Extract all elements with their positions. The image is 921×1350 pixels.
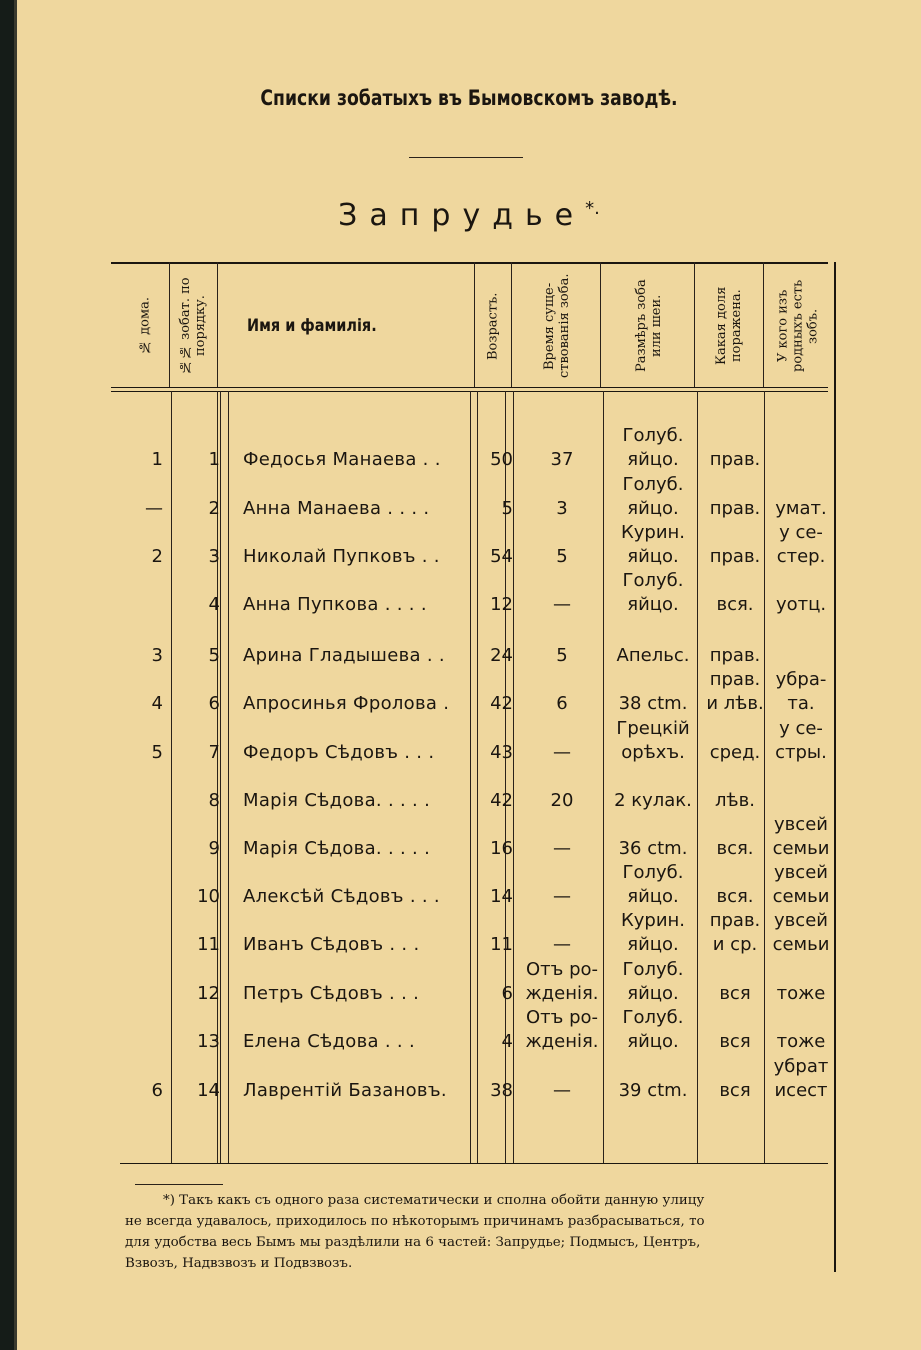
row-size-line: 2 кулак. (614, 790, 692, 811)
table-row (17, 813, 921, 861)
row-share-line (702, 424, 768, 448)
row-order-number: 1 (208, 449, 220, 470)
section-name: Запрудье (338, 198, 586, 233)
row-share-line (702, 813, 768, 837)
row-duration-line: жденія. (525, 1031, 599, 1052)
row-size-line: яйцо. (627, 983, 679, 1004)
row-duration (519, 765, 605, 813)
row-share-line: вся (719, 1080, 751, 1101)
row-size-line: 39 ctm. (618, 1080, 688, 1101)
row-relatives-line (769, 620, 833, 644)
row-share-line (702, 521, 768, 545)
footnote-line: не всегда удавалось, приходилось по нѣкоторымъ причинамъ разбрасываться, то (125, 1214, 705, 1229)
row-name: Анна Манаева . . . . (243, 498, 430, 519)
row-share (702, 1055, 768, 1103)
row-duration-line: 5 (556, 645, 568, 666)
row-duration (519, 521, 605, 569)
row-relatives-line: убра- (775, 669, 827, 690)
row-duration-line (519, 668, 605, 692)
row-house-number (119, 1030, 163, 1054)
row-relatives (769, 521, 833, 569)
row-share-line: вся. (716, 594, 754, 615)
table-row (17, 765, 921, 813)
section-title (17, 198, 921, 233)
row-size-line (607, 620, 699, 644)
row-share-line (702, 717, 768, 741)
row-order-number: 5 (208, 645, 220, 666)
row-duration-line: жденія. (525, 983, 599, 1004)
row-name: Иванъ Сѣдовъ . . . (243, 934, 420, 955)
table-row (17, 424, 921, 472)
col-divider (511, 262, 512, 387)
footnote-rule (135, 1184, 223, 1185)
row-relatives (769, 569, 833, 617)
row-duration-line: Отъ ро- (525, 959, 599, 980)
row-size-line: яйцо. (627, 498, 679, 519)
title-divider (409, 157, 523, 158)
row-house-number (119, 933, 163, 957)
row-relatives (769, 620, 833, 668)
row-size-line: Голуб. (622, 959, 684, 980)
row-relatives (769, 1055, 833, 1103)
row-share (702, 813, 768, 861)
row-age: 50 (490, 449, 513, 470)
row-age: 12 (490, 594, 513, 615)
row-duration-line (519, 424, 605, 448)
row-order-number: 12 (197, 983, 220, 1004)
row-order-number: 4 (208, 594, 220, 615)
row-duration-line (519, 521, 605, 545)
row-relatives (769, 958, 833, 1006)
row-size-line: Курин. (620, 522, 686, 543)
row-share-line: сред. (709, 742, 761, 763)
row-duration-line (519, 813, 605, 837)
row-share (702, 569, 768, 617)
row-house-number: 2 (151, 546, 163, 567)
row-relatives-line (769, 958, 833, 982)
row-age: 14 (490, 886, 513, 907)
row-age: 5 (501, 498, 513, 519)
row-share (702, 909, 768, 957)
row-age: 43 (490, 742, 513, 763)
row-size (607, 473, 699, 521)
row-name: Марія Сѣдова. . . . . (243, 838, 431, 859)
row-relatives (769, 717, 833, 765)
row-size (607, 424, 699, 472)
row-name: Апросинья Фролова . (243, 693, 450, 714)
row-relatives-line: увсей (774, 814, 828, 835)
row-size (607, 765, 699, 813)
header-relatives: У кого изъ родныхъ есть зобъ. (775, 279, 821, 373)
col-divider (474, 262, 475, 387)
row-relatives-line: умат. (775, 498, 827, 519)
row-size (607, 569, 699, 617)
row-house-number: 3 (151, 645, 163, 666)
row-order-number: 10 (197, 886, 220, 907)
row-name: Марія Сѣдова. . . . . (243, 790, 431, 811)
row-size-line: 38 ctm. (618, 693, 688, 714)
row-size-line: яйцо. (627, 546, 679, 567)
row-relatives (769, 1006, 833, 1054)
row-share (702, 473, 768, 521)
table-row (17, 620, 921, 668)
row-order-number: 2 (208, 498, 220, 519)
table-row (17, 717, 921, 765)
row-duration-line: — (553, 838, 571, 859)
row-size-line (607, 1055, 699, 1079)
row-size-line: Голуб. (622, 1007, 684, 1028)
row-size (607, 717, 699, 765)
row-duration (519, 958, 605, 1006)
row-size (607, 1006, 699, 1054)
row-duration-line: 20 (550, 790, 574, 811)
header-bottom-border (111, 387, 828, 388)
col-divider (169, 262, 170, 387)
row-share-line: вся (719, 983, 751, 1004)
row-relatives-line: семьи (772, 886, 830, 907)
row-relatives (769, 424, 833, 472)
row-order-number: 9 (208, 838, 220, 859)
row-size (607, 861, 699, 909)
row-share-line: вся. (716, 886, 754, 907)
table-bottom-border (120, 1163, 828, 1164)
row-relatives (769, 473, 833, 521)
row-duration (519, 620, 605, 668)
table-row (17, 668, 921, 716)
row-duration-line: — (553, 934, 571, 955)
header-order: №№ зобат. по порядку. (178, 277, 208, 375)
row-name: Федоръ Сѣдовъ . . . (243, 742, 435, 763)
table-row (17, 521, 921, 569)
row-size-line: яйцо. (627, 594, 679, 615)
row-relatives (769, 909, 833, 957)
row-duration (519, 424, 605, 472)
row-size-line: Апельс. (616, 645, 690, 666)
row-size-line: Голуб. (622, 474, 684, 495)
row-share (702, 424, 768, 472)
row-name: Федосья Манаева . . (243, 449, 441, 470)
row-share (702, 861, 768, 909)
table-row (17, 473, 921, 521)
table-row (17, 958, 921, 1006)
row-relatives (769, 668, 833, 716)
row-relatives-line (769, 644, 833, 668)
row-relatives-line (769, 1006, 833, 1030)
row-size-line: Голуб. (622, 425, 684, 446)
row-share-line: прав. (709, 910, 761, 931)
row-duration-line: — (553, 594, 571, 615)
row-duration (519, 1055, 605, 1103)
row-share-line (702, 765, 768, 789)
row-age: 6 (501, 983, 513, 1004)
row-duration-line (519, 717, 605, 741)
row-share (702, 521, 768, 569)
row-age: 4 (501, 1031, 513, 1052)
row-age: 24 (490, 645, 513, 666)
row-share-line: прав. (709, 449, 761, 470)
row-relatives-line: у се- (779, 718, 823, 739)
row-age: 11 (490, 934, 513, 955)
header-share: Какая доля поражена. (714, 286, 744, 366)
row-duration-line: 6 (556, 693, 568, 714)
row-house-number: — (145, 498, 163, 519)
row-order-number: 6 (208, 693, 220, 714)
row-size-line: яйцо. (627, 449, 679, 470)
row-age: 42 (490, 790, 513, 811)
row-size (607, 521, 699, 569)
row-name: Лаврентій Базановъ. (243, 1080, 447, 1101)
row-relatives-line (769, 448, 833, 472)
row-size-line: Грецкій (616, 718, 690, 739)
row-size-line: 36 ctm. (618, 838, 688, 859)
row-duration-line (519, 620, 605, 644)
row-size-line (607, 813, 699, 837)
row-size (607, 1055, 699, 1103)
table-row (17, 861, 921, 909)
row-house-number (119, 789, 163, 813)
row-size (607, 909, 699, 957)
row-relatives-line (769, 473, 833, 497)
row-relatives-line: уотц. (775, 594, 827, 615)
row-house-number: 1 (151, 449, 163, 470)
row-size-line: Голуб. (622, 862, 684, 883)
row-duration-line (519, 569, 605, 593)
row-relatives-line: увсей (774, 862, 828, 883)
row-share-line: и ср. (712, 934, 758, 955)
row-order-number: 14 (197, 1080, 220, 1101)
row-share-line: прав. (709, 498, 761, 519)
row-duration-line (519, 909, 605, 933)
row-relatives-line: исест (774, 1080, 828, 1101)
row-share (702, 668, 768, 716)
row-name: Петръ Сѣдовъ . . . (243, 983, 420, 1004)
row-share-line (702, 958, 768, 982)
row-duration-line: — (553, 742, 571, 763)
row-share-line (702, 1055, 768, 1079)
footnote-line: *) Такъ какъ съ одного раза систематически и сполна обойти данную улицу (163, 1193, 705, 1208)
row-share-line (702, 620, 768, 644)
row-size-line (607, 668, 699, 692)
row-age: 42 (490, 693, 513, 714)
row-duration-line: 5 (556, 546, 568, 567)
row-relatives-line: у се- (779, 522, 823, 543)
footnote (125, 1190, 831, 1274)
row-duration (519, 1006, 605, 1054)
row-duration-line (519, 1055, 605, 1079)
row-relatives-line (769, 789, 833, 813)
row-size-line: Курин. (620, 910, 686, 931)
col-divider (694, 262, 695, 387)
row-relatives-line (769, 765, 833, 789)
row-share (702, 717, 768, 765)
row-share-line (702, 569, 768, 593)
row-share-line (702, 473, 768, 497)
row-house-number (119, 837, 163, 861)
footnote-line: для удобства весь Бымъ мы раздѣлили на 6 частей: Запрудье; Подмысъ, Центръ, (125, 1235, 701, 1250)
row-house-number (119, 982, 163, 1006)
footnote-line: Взвозъ, Надвзвозъ и Подвзвозъ. (125, 1256, 353, 1271)
row-name: Анна Пупкова . . . . (243, 594, 427, 615)
row-duration-line (519, 473, 605, 497)
row-relatives-line (769, 569, 833, 593)
row-size-line: орѣхъ. (621, 742, 685, 763)
header-house: № дома. (137, 297, 153, 355)
row-share (702, 958, 768, 1006)
row-relatives-line: тоже (776, 983, 826, 1004)
row-share (702, 1006, 768, 1054)
row-order-number: 3 (208, 546, 220, 567)
row-duration-line (519, 765, 605, 789)
header-size: Размѣръ зоба или шеи. (634, 279, 664, 373)
row-size-line: яйцо. (627, 886, 679, 907)
row-house-number (119, 593, 163, 617)
row-share-line: лѣв. (715, 790, 755, 811)
book-page (14, 0, 921, 1350)
row-relatives-line: семьи (772, 934, 830, 955)
row-relatives (769, 861, 833, 909)
row-relatives-line: увсей (774, 910, 828, 931)
row-relatives-line: стры. (775, 742, 827, 763)
row-relatives-line: семьи (772, 838, 830, 859)
table-row (17, 1006, 921, 1054)
row-house-number: 5 (151, 742, 163, 763)
row-order-number: 11 (197, 934, 220, 955)
row-share-line: прав. (709, 546, 761, 567)
row-duration (519, 813, 605, 861)
row-age: 38 (490, 1080, 513, 1101)
col-divider (217, 262, 218, 387)
row-size-line: яйцо. (627, 934, 679, 955)
row-age: 16 (490, 838, 513, 859)
row-name: Елена Сѣдова . . . (243, 1031, 415, 1052)
row-duration (519, 569, 605, 617)
row-order-number: 7 (208, 742, 220, 763)
row-share (702, 620, 768, 668)
row-share (702, 765, 768, 813)
row-share-line: прав. (709, 669, 761, 690)
row-relatives-line: стер. (776, 546, 826, 567)
row-order-number: 8 (208, 790, 220, 811)
row-share-line: прав. (709, 645, 761, 666)
row-duration (519, 717, 605, 765)
row-duration-line: 37 (550, 449, 574, 470)
row-order-number: 13 (197, 1031, 220, 1052)
row-relatives (769, 813, 833, 861)
row-house-number (119, 885, 163, 909)
row-name: Алексѣй Сѣдовъ . . . (243, 886, 440, 907)
page-title: Списки зобатыхъ въ Бымовскомъ заводѣ. (260, 86, 678, 110)
table-row (17, 569, 921, 617)
row-relatives (769, 765, 833, 813)
footnote-marker: *. (585, 198, 600, 219)
row-duration (519, 909, 605, 957)
row-duration-line (519, 861, 605, 885)
row-relatives-line: тоже (776, 1031, 826, 1052)
row-age: 54 (490, 546, 513, 567)
row-size (607, 620, 699, 668)
row-duration (519, 668, 605, 716)
table-row (17, 909, 921, 957)
row-size-line (607, 765, 699, 789)
header-name: Имя и фамилія. (247, 316, 377, 336)
row-duration-line: 3 (556, 498, 568, 519)
row-duration (519, 861, 605, 909)
row-size-line: яйцо. (627, 1031, 679, 1052)
row-share-line: вся. (716, 838, 754, 859)
row-share-line: вся (719, 1031, 751, 1052)
row-name: Арина Гладышева . . (243, 645, 445, 666)
header-duration: Время суще- ствованія зоба. (542, 273, 572, 379)
table-top-border (111, 262, 828, 264)
row-relatives-line: та. (787, 693, 815, 714)
row-relatives-line (769, 424, 833, 448)
row-name: Николай Пупковъ . . (243, 546, 440, 567)
row-size (607, 813, 699, 861)
col-divider (763, 262, 764, 387)
row-share-line (702, 1006, 768, 1030)
row-size (607, 668, 699, 716)
row-size-line: Голуб. (622, 570, 684, 591)
row-duration (519, 473, 605, 521)
row-duration-line: — (553, 1080, 571, 1101)
row-relatives-line: убрат (773, 1056, 829, 1077)
row-duration-line: Отъ ро- (525, 1007, 599, 1028)
col-divider (600, 262, 601, 387)
table-row (17, 1055, 921, 1103)
row-share-line (702, 861, 768, 885)
row-house-number: 6 (151, 1080, 163, 1101)
header-age: Возрастъ. (485, 292, 501, 360)
row-size (607, 958, 699, 1006)
row-duration-line: — (553, 886, 571, 907)
row-share-line: и лѣв. (706, 693, 764, 714)
row-house-number: 4 (151, 693, 163, 714)
